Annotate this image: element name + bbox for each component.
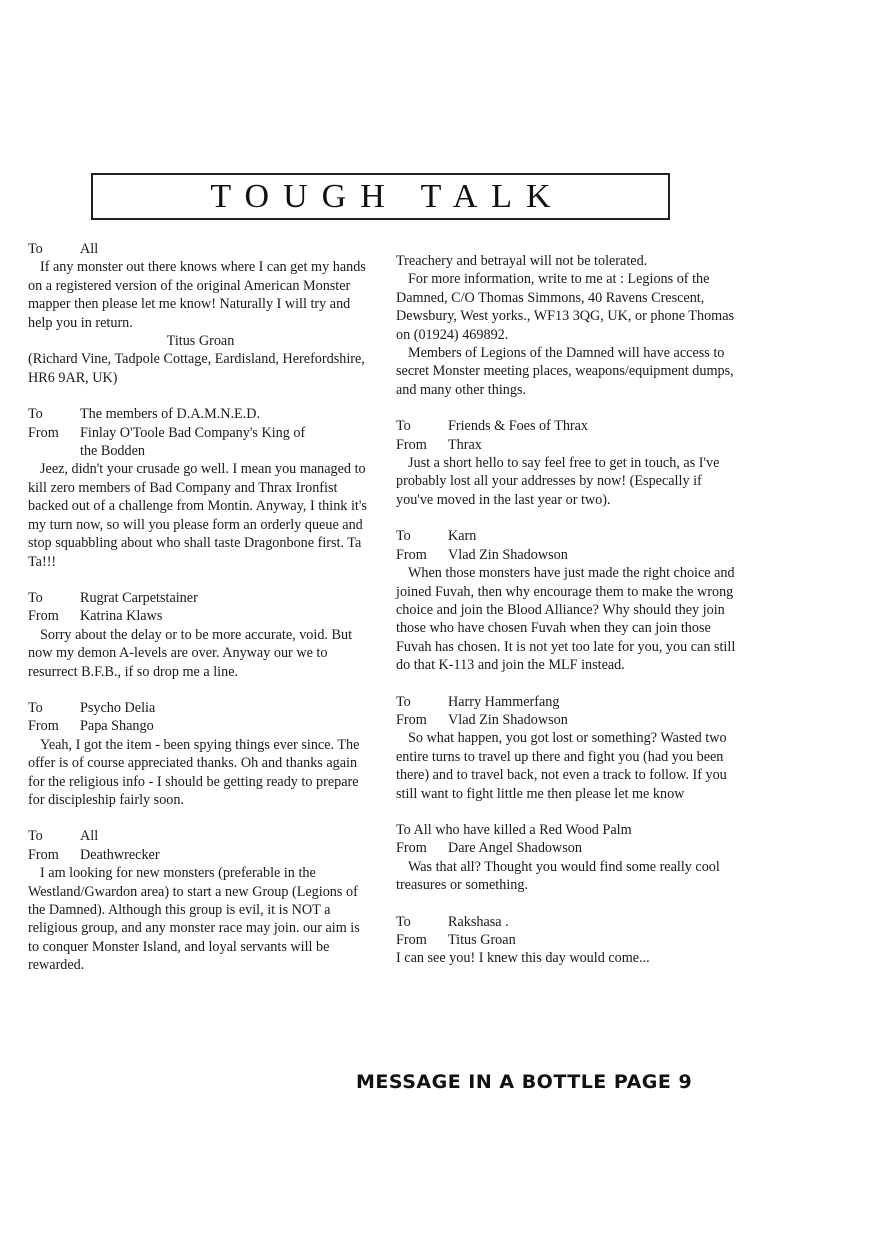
message-address: (Richard Vine, Tadpole Cottage, Eardisland, Herefordshire, HR6 9AR, UK) — [28, 351, 365, 386]
message-body: Was that all? Thought you would find some really cool treasures or something. — [396, 858, 720, 894]
left-column — [28, 240, 373, 993]
message-sender: Finlay O'Toole Bad Company's King of — [80, 424, 306, 441]
message-block — [396, 417, 736, 509]
message-recipient: All — [80, 828, 99, 845]
message-block — [396, 913, 736, 968]
message-body: Just a short hello to say feel free to get in touch, as I've probably lost all your addresses by now! (Especally if you've moved in the last year or two). — [396, 455, 720, 508]
to-label: To — [28, 828, 43, 845]
to-label: To — [396, 528, 411, 545]
message-recipient: All — [80, 241, 99, 257]
message-sender: Katrina Klaws — [80, 608, 163, 625]
message-body: Jeez, didn't your crusade go well. I mean you managed to kill zero members of Bad Company and Thrax Ironfist backed out of a challenge from Montin. Anyway, I think it's my turn now, so will you please form an orderly queue and stop squabbling about who shall taste Dragonbone first. Ta Ta!!! — [28, 461, 367, 570]
to-label: To — [396, 693, 411, 710]
message-block — [28, 827, 373, 974]
continuation-line: Treachery and betrayal will not be tolerated. — [396, 253, 648, 269]
to-label: To — [396, 418, 411, 435]
message-block — [28, 589, 373, 681]
message-body: I am looking for new monsters (preferable in the Westland/Gwardon area) to start a new Group (Legions of the Damned). Although this group is evil, it is NOT a religious group, and any monster race may join. our aim is to conquer Monster Island, and loyal servants will be rewarded. — [28, 865, 360, 974]
message-recipient: Karn — [448, 528, 477, 545]
message-heading: To All who have killed a Red Wood Palm — [396, 821, 632, 838]
message-block — [396, 821, 736, 895]
from-label: From — [396, 840, 427, 857]
page-footer: MESSAGE IN A BOTTLE PAGE 9 — [356, 1071, 693, 1093]
message-body: I can see you! I knew this day would come... — [396, 950, 650, 967]
continuation-paragraph: Members of Legions of the Damned will have access to secret Monster meeting places, weapons/equipment dumps, and many other things. — [396, 345, 734, 398]
continuation-paragraph: For more information, write to me at : Legions of the Damned, C/O Thomas Simmons, 40 Ravens Crescent, Dewsbury, West yorks., WF13 3QG, UK, or phone Thomas on (01924) 469892. — [396, 271, 735, 343]
message-block — [396, 693, 736, 803]
message-sender: Deathwrecker — [80, 846, 160, 863]
message-block — [28, 405, 373, 571]
to-label: To — [396, 913, 411, 930]
from-label: From — [396, 436, 427, 453]
to-label: To — [28, 406, 43, 423]
message-recipient: Rakshasa . — [448, 913, 509, 930]
message-sender: Vlad Zin Shadowson — [448, 711, 568, 728]
message-recipient: Harry Hammerfang — [448, 693, 560, 710]
from-label: From — [396, 932, 427, 948]
message-block — [28, 699, 373, 809]
message-sender: Vlad Zin Shadowson — [448, 546, 568, 563]
from-label: From — [28, 846, 59, 863]
message-recipient: Psycho Delia — [80, 699, 156, 716]
from-label: From — [28, 424, 59, 441]
to-label: To — [28, 589, 43, 606]
to-label: To — [28, 699, 43, 716]
from-label: From — [396, 546, 427, 563]
message-sender: Dare Angel Shadowson — [448, 840, 582, 857]
message-recipient: Friends & Foes of Thrax — [448, 418, 589, 435]
message-signature: Titus Groan — [166, 333, 235, 350]
message-continuation — [396, 252, 736, 399]
message-body: When those monsters have just made the right choice and joined Fuvah, then why encourage them to make the wrong choice and join the Blood Alliance? Why should they join those who have chosen Fuvah when they can join those Fuvah has chosen. It is not yet too late for you, you can still do that K-113 and join the MLF instead. — [396, 565, 736, 674]
page-title: TOUGH TALK — [210, 177, 565, 215]
message-block — [28, 240, 373, 387]
message-recipient: The members of D.A.M.N.E.D. — [80, 406, 261, 423]
message-sender-cont: the Bodden — [80, 443, 146, 460]
from-label: From — [28, 608, 59, 625]
title-banner — [91, 173, 670, 220]
message-sender: Papa Shango — [80, 718, 154, 735]
message-body: So what happen, you got lost or something? Wasted two entire turns to travel up there and fight you (had you been there) and to travel back, not even a track to follow. If you still want to fight little me then please let me know — [396, 730, 727, 802]
message-sender: Thrax — [448, 436, 482, 453]
message-block — [396, 527, 736, 674]
message-body: Sorry about the delay or to be more accurate, void. But now my demon A-levels are over. Anyway our we to resurrect B.F.B., if so drop me a line. — [28, 626, 353, 680]
right-column — [396, 252, 736, 986]
message-recipient: Rugrat Carpetstainer — [80, 589, 198, 606]
from-label: From — [28, 718, 59, 735]
message-sender: Titus Groan — [448, 932, 516, 948]
message-body: If any monster out there knows where I can get my hands on a registered version of the original American Monster mapper then please let me know! Naturally I will try and help you in return. — [28, 259, 366, 331]
from-label: From — [396, 711, 427, 728]
to-label: To — [28, 241, 43, 257]
message-body: Yeah, I got the item - been spying things ever since. The offer is of course appreciated thanks. Oh and thanks again for the religious info - I should be getting ready to prepare for discipleship fairly soon. — [28, 736, 360, 808]
